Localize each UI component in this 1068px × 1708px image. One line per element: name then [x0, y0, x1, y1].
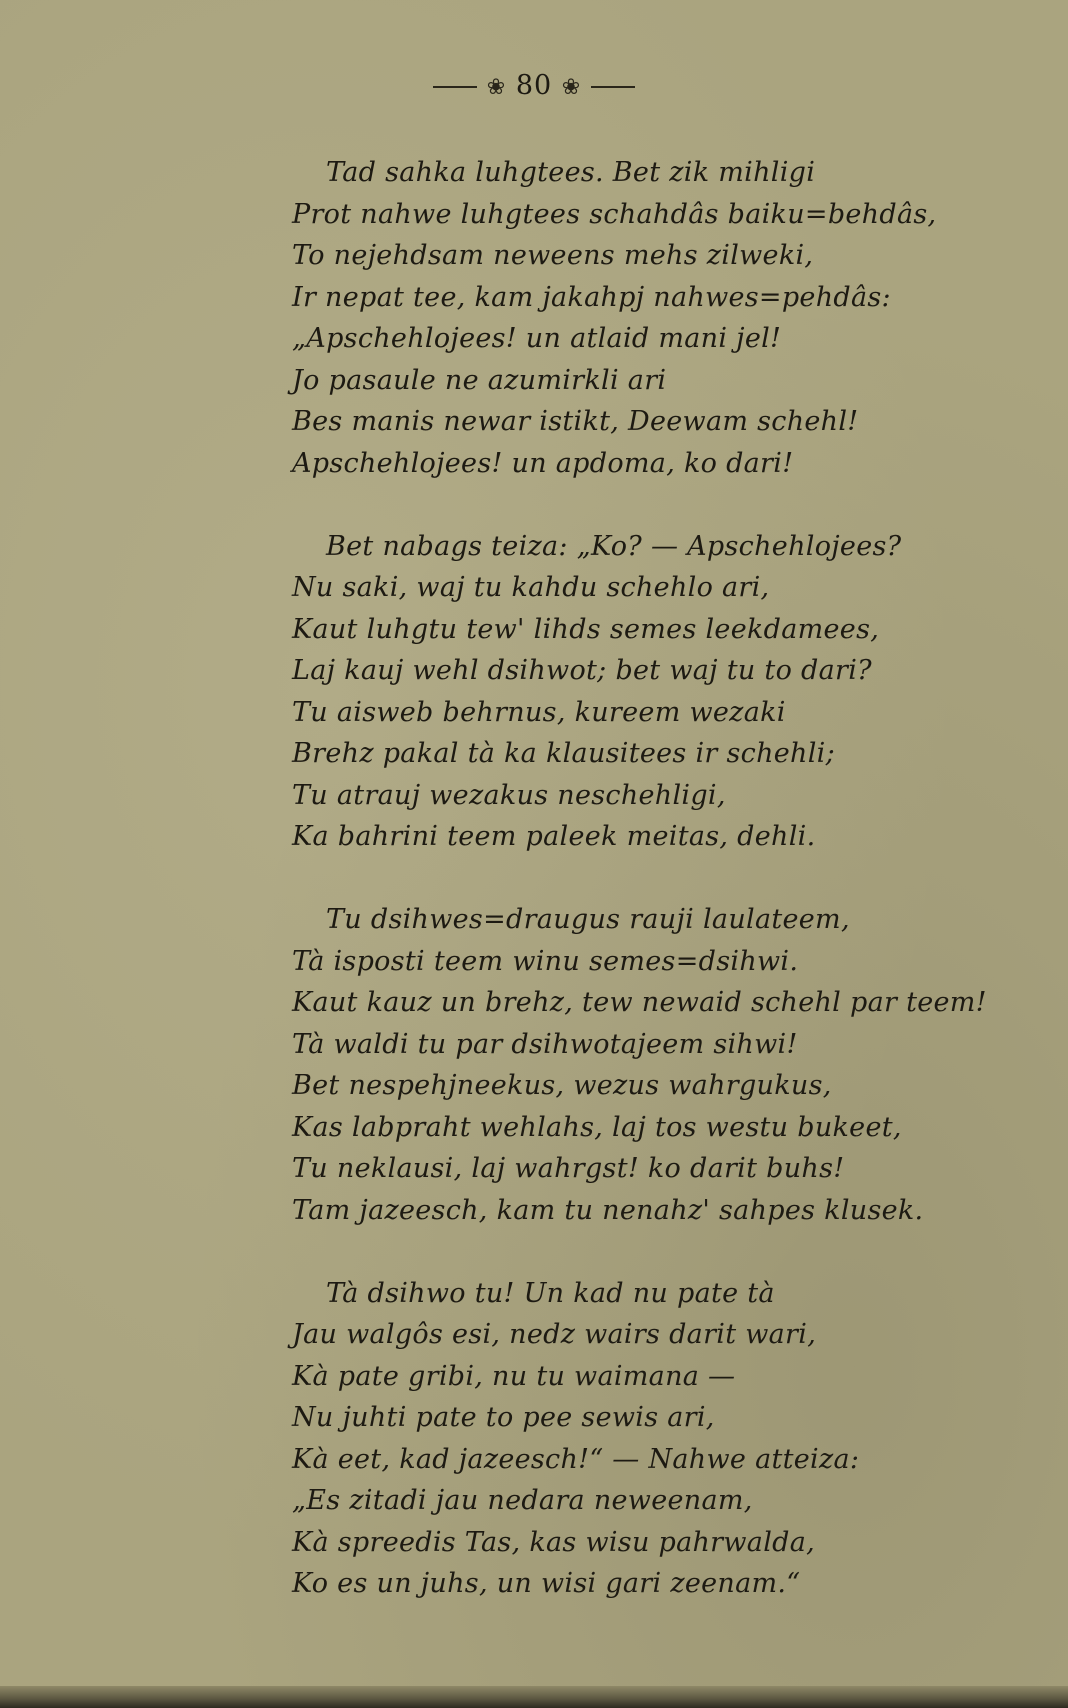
header-rule-left — [433, 86, 477, 88]
verse-line: Ko es un juhs, un wisi gari zeenam.“ — [292, 1568, 801, 1599]
verse-line: Jau walgôs esi, nedz wairs darit wari, — [292, 1319, 817, 1350]
verse-line: Kà pate gribi, nu tu waimana — — [292, 1360, 736, 1392]
verse-line: Tu dsihwes=draugus rauji laulateem, — [326, 904, 850, 935]
verse-line: Brehz pakal tà ka klausitees ir schehli; — [292, 738, 835, 769]
stanza-3 — [292, 899, 1012, 1231]
page-number: 80 — [515, 70, 553, 101]
verse-line: Tam jazeesch, kam tu nenahz' sahpes klusek. — [292, 1194, 924, 1226]
verse-line: Ir nepat tee, kam jakahpj nahwes=pehdâs: — [292, 281, 891, 313]
verse-line: Bes manis newar istikt, Deewam schehl! — [292, 406, 859, 437]
verse-line: Nu saki, waj tu kahdu schehlo ari, — [292, 572, 770, 603]
verse-line: Apschehlojees! un apdoma, ko dari! — [292, 447, 794, 479]
verse-line: Bet nespehjneekus, wezus wahrgukus, — [292, 1070, 832, 1101]
page-header — [0, 70, 1068, 101]
poem-body — [292, 152, 1012, 1646]
verse-line: Nu juhti pate to pee sewis ari, — [292, 1402, 715, 1433]
verse-line: Tà dsihwo tu! Un kad nu pate tà — [326, 1277, 775, 1309]
verse-line: Tà waldi tu par dsihwotajeem sihwi! — [292, 1028, 798, 1060]
verse-line: „Es zitadi jau nedara neweenam, — [292, 1485, 753, 1516]
verse-line: Laj kauj wehl dsihwot; bet waj tu to dari? — [292, 655, 872, 686]
ornament-right-icon: ❀ — [561, 75, 582, 100]
stanza-2 — [292, 526, 1012, 858]
verse-line: Tà isposti teem winu semes=dsihwi. — [292, 945, 799, 977]
verse-line: Prot nahwe luhgtees schahdâs baiku=behdâs, — [292, 198, 937, 230]
verse-line: Jo pasaule ne azumirkli ari — [292, 364, 667, 396]
verse-line: To nejehdsam neweens mehs zilweki, — [292, 240, 814, 271]
verse-line: Kaut kauz un brehz, tew newaid schehl par teem! — [292, 987, 987, 1018]
stanza-4 — [292, 1273, 1012, 1605]
verse-line: Ka bahrini teem paleek meitas, dehli. — [292, 821, 816, 852]
verse-line: Tad sahka luhgtees. Bet zik mihligi — [326, 157, 816, 188]
verse-line: Kas labpraht wehlahs, laj tos westu bukeet, — [292, 1111, 902, 1143]
verse-line: Kà eet, kad jazeesch!“ — Nahwe atteiza: — [292, 1443, 860, 1475]
verse-line: Kaut luhgtu tew' lihds semes leekdamees, — [292, 613, 880, 645]
verse-line: Tu atrauj wezakus neschehligi, — [292, 779, 726, 811]
header-rule-right — [591, 86, 635, 88]
verse-line: Bet nabags teiza: „Ko? — Apschehlojees? — [326, 530, 902, 562]
verse-line: Kà spreedis Tas, kas wisu pahrwalda, — [292, 1526, 815, 1558]
stanza-1 — [292, 152, 1012, 484]
page-bottom-edge — [0, 1686, 1068, 1708]
verse-line: „Apschehlojees! un atlaid mani jel! — [292, 323, 782, 354]
ornament-left-icon: ❀ — [486, 75, 507, 100]
verse-line: Tu aisweb behrnus, kureem wezaki — [292, 696, 786, 728]
verse-line: Tu neklausi, laj wahrgst! ko darit buhs! — [292, 1153, 845, 1184]
